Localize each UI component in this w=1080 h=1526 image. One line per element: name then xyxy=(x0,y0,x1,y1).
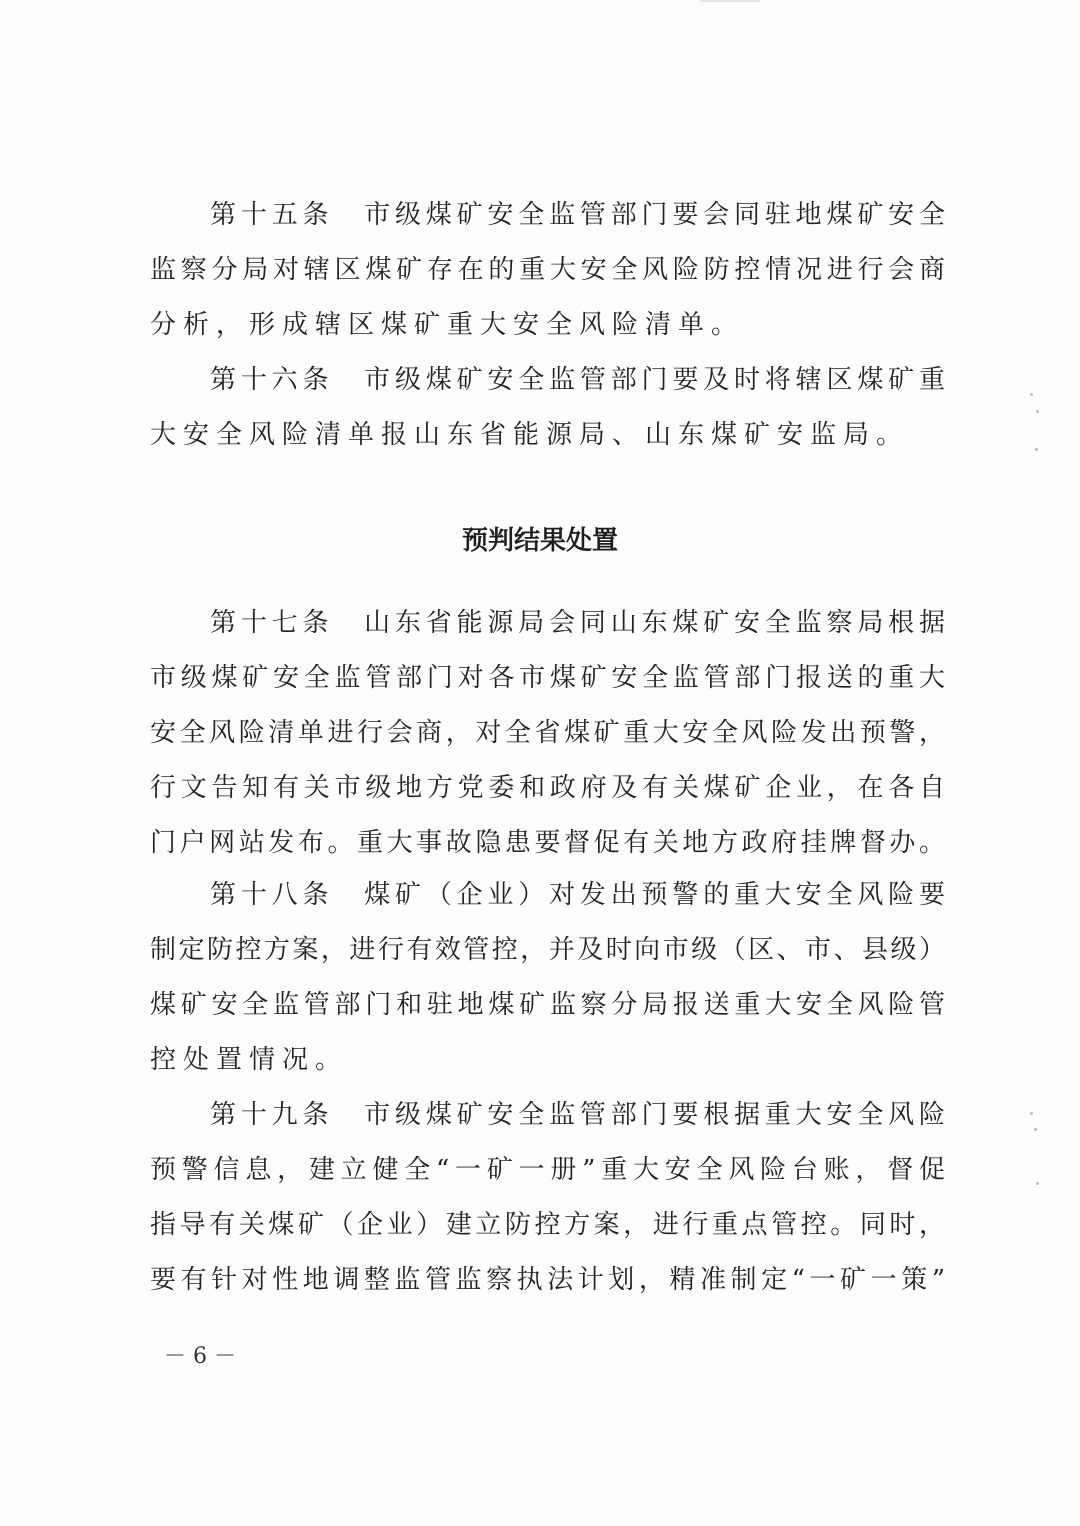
article-15-line-3: 分析，形成辖区煤矿重大安全风险清单。 xyxy=(150,310,745,340)
scan-speck xyxy=(1035,448,1038,451)
scan-artifact xyxy=(700,0,760,2)
scan-speck xyxy=(1034,1128,1037,1131)
article-16-line-2: 大安全风险清单报山东省能源局、山东煤矿安监局。 xyxy=(150,420,910,450)
article-17-line-1: 第十七条 山东省能源局会同山东煤矿安全监察局根据 xyxy=(210,608,945,638)
article-18-line-4: 控处置情况。 xyxy=(150,1045,349,1075)
article-19-line-3: 指导有关煤矿（企业）建立防控方案，进行重点管控。同时， xyxy=(150,1210,945,1240)
article-18-line-1: 第十八条 煤矿（企业）对发出预警的重大安全风险要 xyxy=(210,880,945,910)
article-19-line-1: 第十九条 市级煤矿安全监管部门要根据重大安全风险 xyxy=(210,1100,945,1130)
scan-speck xyxy=(1036,1182,1039,1185)
article-18-line-2: 制定防控方案，进行有效管控，并及时向市级（区、市、县级） xyxy=(150,935,945,965)
section-heading: 预判结果处置 xyxy=(461,526,618,556)
scan-speck xyxy=(1030,393,1033,396)
article-19-line-2: 预警信息，建立健全“一矿一册”重大安全风险台账，督促 xyxy=(150,1155,945,1185)
scan-speck xyxy=(1036,410,1039,413)
article-17-line-3: 安全风险清单进行会商，对全省煤矿重大安全风险发出预警， xyxy=(150,718,945,748)
page-number: － 6 － xyxy=(164,1344,236,1369)
article-17-line-2: 市级煤矿安全监管部门对各市煤矿安全监管部门报送的重大 xyxy=(150,663,945,693)
article-15-line-2: 监察分局对辖区煤矿存在的重大安全风险防控情况进行会商 xyxy=(150,255,945,285)
article-16-line-1: 第十六条 市级煤矿安全监管部门要及时将辖区煤矿重 xyxy=(210,365,945,395)
article-15-line-1: 第十五条 市级煤矿安全监管部门要会同驻地煤矿安全 xyxy=(210,200,945,230)
article-17-line-5: 门户网站发布。重大事故隐患要督促有关地方政府挂牌督办。 xyxy=(150,828,945,858)
article-19-line-4: 要有针对性地调整监管监察执法计划，精准制定“一矿一策” xyxy=(150,1265,945,1295)
scan-speck xyxy=(1030,1112,1033,1115)
article-17-line-4: 行文告知有关市级地方党委和政府及有关煤矿企业，在各自 xyxy=(150,773,945,803)
article-18-line-3: 煤矿安全监管部门和驻地煤矿监察分局报送重大安全风险管 xyxy=(150,990,945,1020)
